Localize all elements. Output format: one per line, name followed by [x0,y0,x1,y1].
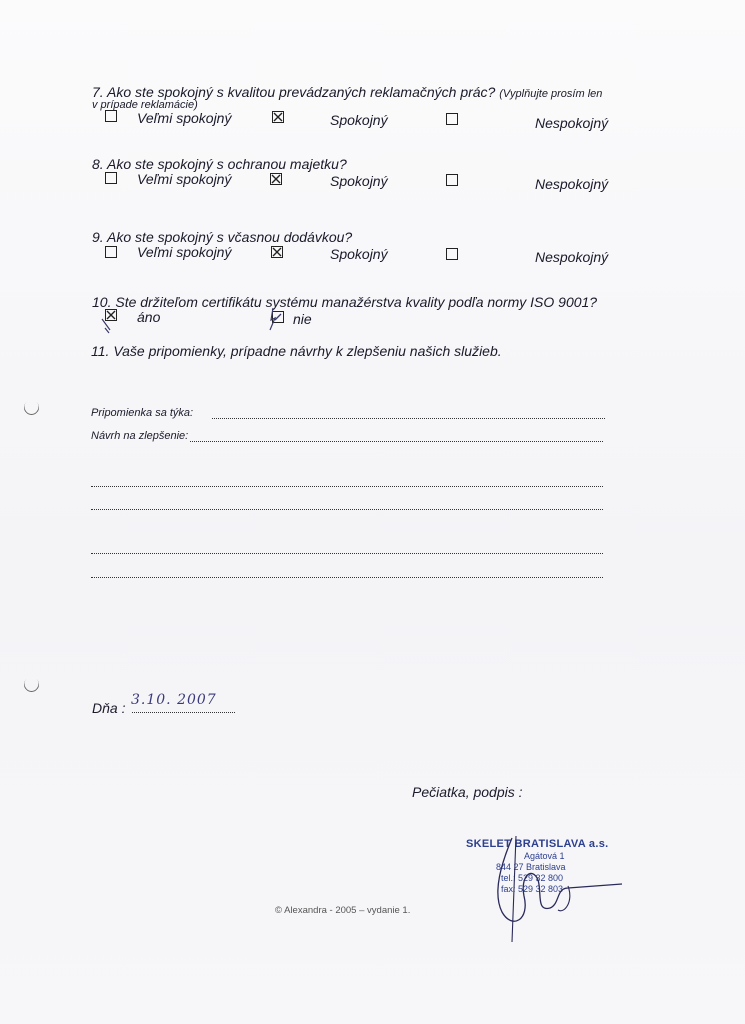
proposal-label: Návrh na zlepšenie: [91,430,189,442]
punch-hole [21,674,42,695]
q9-checkbox-spokojny[interactable] [271,246,283,258]
q10-option-nie: nie [293,311,312,327]
stamp-city: 844 27 Bratislava [496,862,566,872]
q8-option-spokojny: Spokojný [330,173,388,189]
q7-checkbox-velmi[interactable] [105,110,117,122]
answer-line[interactable] [91,509,603,510]
q11-question: 11. Vaše pripomienky, prípadne návrhy k zlepšeniu našich služieb. [91,343,502,359]
q7-option-spokojny: Spokojný [330,112,388,128]
q8-question: 8. Ako ste spokojný s ochranou majetku? [92,156,347,172]
pen-strike-icon [264,306,280,332]
q9-checkbox-velmi[interactable] [105,246,117,258]
q9-question: 9. Ako ste spokojný s včasnou dodávkou? [92,229,353,245]
q8-checkbox-velmi[interactable] [105,172,117,184]
stamp-company: SKELET BRATISLAVA a.s. [466,838,609,850]
signature-label: Pečiatka, podpis : [412,784,523,800]
answer-line[interactable] [91,577,603,578]
q9-option-nespokojny: Nespokojný [535,249,609,265]
q7-question-text: 7. Ako ste spokojný s kvalitou prevádzaných reklamačných prác? [92,84,496,100]
q10-question: 10. Ste držiteľom certifikátu systému manažérstva kvality podľa normy ISO 9001? [92,294,598,310]
q8-checkbox-spokojny[interactable] [270,173,282,185]
q7-question [92,84,602,100]
handwritten-signature [472,832,632,942]
answer-line[interactable] [91,553,603,554]
remark-line[interactable] [212,418,605,419]
q10-option-ano: áno [137,309,161,325]
q7-checkbox-spokojny[interactable] [272,111,284,123]
q7-option-nespokojny: Nespokojný [535,115,609,131]
check-mark-icon [272,247,282,257]
q8-option-velmi: Veľmi spokojný [137,171,232,187]
q7-checkbox-nespokojny[interactable] [446,113,458,125]
proposal-line[interactable] [190,441,603,442]
stamp-tel: tel.: 529 32 800 [501,873,564,883]
q7-note: (Vyplňujte prosím len [499,88,603,100]
stamp-street: Agátová 1 [524,851,565,861]
q9-option-spokojny: Spokojný [330,246,388,262]
q7-note-continued: v prípade reklamácie) [92,99,198,111]
q7-option-velmi: Veľmi spokojný [137,110,232,126]
q9-option-velmi: Veľmi spokojný [137,244,232,260]
date-label: Dňa : [92,700,126,716]
answer-line[interactable] [91,486,603,487]
stamp-fax: fax: 529 32 803 [501,884,564,894]
check-mark-icon [271,174,281,184]
remark-label: Pripomienka sa týka: [91,407,194,419]
punch-hole [21,397,42,418]
date-value: 3.10. 2007 [131,692,217,708]
q9-checkbox-nespokojny[interactable] [446,248,458,260]
date-line[interactable] [132,712,235,713]
pen-tick-icon [100,316,116,336]
q8-checkbox-nespokojny[interactable] [446,174,458,186]
footer-copyright: © Alexandra - 2005 – vydanie 1. [275,905,411,916]
q8-option-nespokojny: Nespokojný [535,176,609,192]
check-mark-icon [273,112,283,122]
